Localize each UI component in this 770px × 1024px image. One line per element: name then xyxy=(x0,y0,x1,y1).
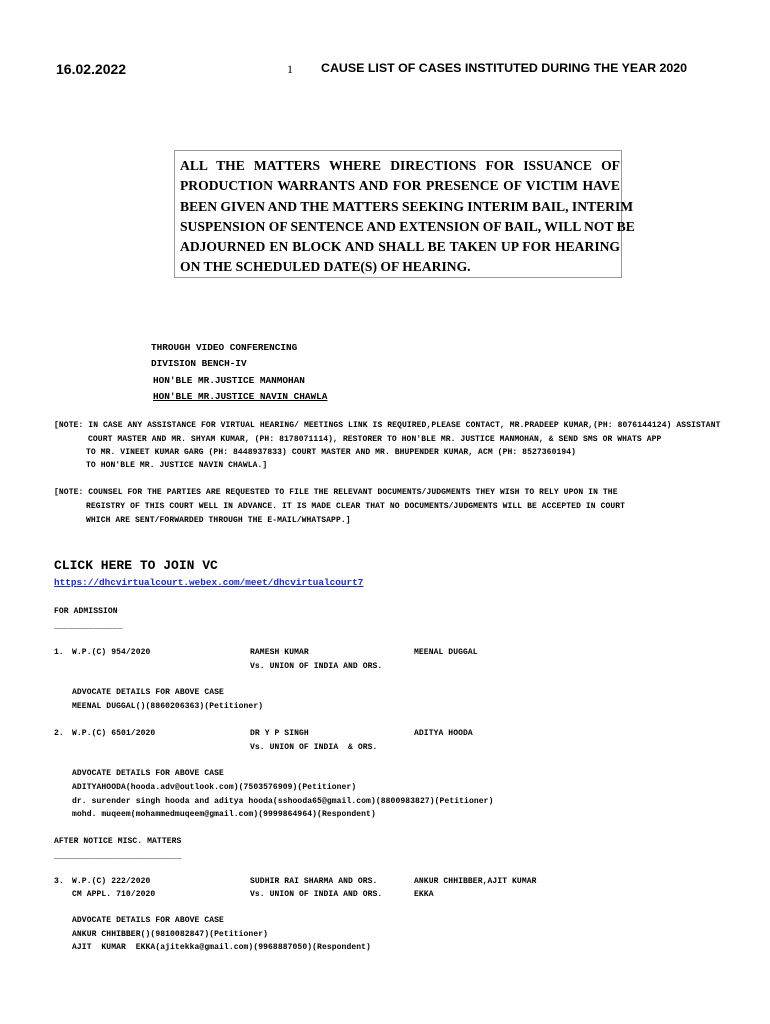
case-number: 2. xyxy=(54,729,64,738)
case-number: 1. xyxy=(54,648,64,657)
page-number: 1 xyxy=(287,62,293,76)
advocate-details-heading: ADVOCATE DETAILS FOR ABOVE CASE xyxy=(72,769,224,778)
section-divider: __________________________ xyxy=(54,852,182,861)
notice-line: ON THE SCHEDULED DATE(S) OF HEARING. xyxy=(180,259,471,275)
case-advocate: ADITYA HOODA xyxy=(414,729,473,738)
case-versus: Vs. UNION OF INDIA AND ORS. xyxy=(250,890,383,899)
case-no: W.P.(C) 6501/2020 xyxy=(72,729,156,738)
notice-line: PRODUCTION WARRANTS AND FOR PRESENCE OF VICTIM HAVE xyxy=(180,178,620,194)
advocate-detail: MEENAL DUGGAL()(8860206363)(Petitioner) xyxy=(72,702,264,711)
note-1-line: TO MR. VINEET KUMAR GARG (PH: 8448937833) COURT MASTER AND MR. BHUPENDER KUMAR, ACM (PH: 8527360194) xyxy=(86,448,577,457)
hearing-mode: THROUGH VIDEO CONFERENCING xyxy=(151,342,298,353)
case-sub-no: CM APPL. 710/2020 xyxy=(72,890,156,899)
list-date: 16.02.2022 xyxy=(56,61,127,77)
note-1-line: COURT MASTER AND MR. SHYAM KUMAR, (PH: 8178071114), RESTORER TO HON'BLE MR. JUSTICE MANMOHAN, & SEND SMS OR WHATS APP xyxy=(88,435,662,444)
advocate-detail: AJIT KUMAR EKKA(ajitekka@gmail.com)(9968887050)(Respondent) xyxy=(72,943,371,952)
case-versus: Vs. UNION OF INDIA & ORS. xyxy=(250,743,378,752)
section-after-notice: AFTER NOTICE MISC. MATTERS xyxy=(54,837,182,846)
division-bench: DIVISION BENCH-IV xyxy=(151,358,247,369)
notice-box xyxy=(174,150,635,278)
section-divider: ______________ xyxy=(54,622,123,631)
section-admission: FOR ADMISSION xyxy=(54,607,118,616)
note-2-line: WHICH ARE SENT/FORWARDED THROUGH THE E-MAIL/WHATSAPP.] xyxy=(86,516,351,525)
notice-line: BEEN GIVEN AND THE MATTERS SEEKING INTERIM BAIL, INTERIM xyxy=(180,198,634,214)
advocate-details-heading: ADVOCATE DETAILS FOR ABOVE CASE xyxy=(72,688,224,697)
judge-1: HON'BLE MR.JUSTICE MANMOHAN xyxy=(153,375,305,386)
case-no: W.P.(C) 954/2020 xyxy=(72,648,151,657)
notice-line: SUSPENSION OF SENTENCE AND EXTENSION OF BAIL, WILL NOT BE xyxy=(180,218,635,234)
note-2-line: [NOTE: COUNSEL FOR THE PARTIES ARE REQUESTED TO FILE THE RELEVANT DOCUMENTS/JUDGMENTS THEY WISH TO RELY UPON IN THE xyxy=(54,488,618,497)
note-1-line: TO HON'BLE MR. JUSTICE NAVIN CHAWLA.] xyxy=(86,461,268,470)
case-no: W.P.(C) 222/2020 xyxy=(72,877,151,886)
case-advocate: MEENAL DUGGAL xyxy=(414,648,478,657)
case-party: SUDHIR RAI SHARMA AND ORS. xyxy=(250,877,378,886)
advocate-details-heading: ADVOCATE DETAILS FOR ABOVE CASE xyxy=(72,916,224,925)
advocate-detail: dr. surender singh hooda and aditya hooda(sshooda65@gmail.com)(8800983827)(Petitioner) xyxy=(72,797,494,806)
notice-line: ALL THE MATTERS WHERE DIRECTIONS FOR ISSUANCE OF xyxy=(180,158,620,173)
case-party: RAMESH KUMAR xyxy=(250,648,309,657)
note-1-line: [NOTE: IN CASE ANY ASSISTANCE FOR VIRTUAL HEARING/ MEETINGS LINK IS REQUIRED,PLEASE CONTACT, MR.PRADEEP KUMAR,(PH: 8076144124) ASSISTANT xyxy=(54,421,721,430)
case-versus: Vs. UNION OF INDIA AND ORS. xyxy=(250,662,383,671)
notice-line: ADJOURNED EN BLOCK AND SHALL BE TAKEN UP FOR HEARING xyxy=(180,239,620,255)
case-number: 3. xyxy=(54,877,64,886)
join-vc-heading[interactable]: CLICK HERE TO JOIN VC xyxy=(54,558,218,573)
advocate-detail: ANKUR CHHIBBER()(9810082847)(Petitioner) xyxy=(72,930,269,939)
case-party: DR Y P SINGH xyxy=(250,729,309,738)
advocate-detail: mohd. muqeem(mohammedmuqeem@gmail.com)(9999864964)(Respondent) xyxy=(72,810,376,819)
page-title: CAUSE LIST OF CASES INSTITUTED DURING THE YEAR 2020 xyxy=(321,61,688,75)
note-2-line: REGISTRY OF THIS COURT WELL IN ADVANCE. IT IS MADE CLEAR THAT NO DOCUMENTS/JUDGMENTS WILL BE ACCEPTED IN COURT xyxy=(86,502,626,511)
case-advocate: ANKUR CHHIBBER,AJIT KUMAR xyxy=(414,877,537,886)
judge-2: HON'BLE MR.JUSTICE NAVIN CHAWLA xyxy=(153,391,328,402)
case-advocate-cont: EKKA xyxy=(414,890,434,899)
vc-link[interactable]: https://dhcvirtualcourt.webex.com/meet/dhcvirtualcourt7 xyxy=(54,577,364,588)
advocate-detail: ADITYAHOODA(hooda.adv@outlook.com)(7503576909)(Petitioner) xyxy=(72,783,357,792)
